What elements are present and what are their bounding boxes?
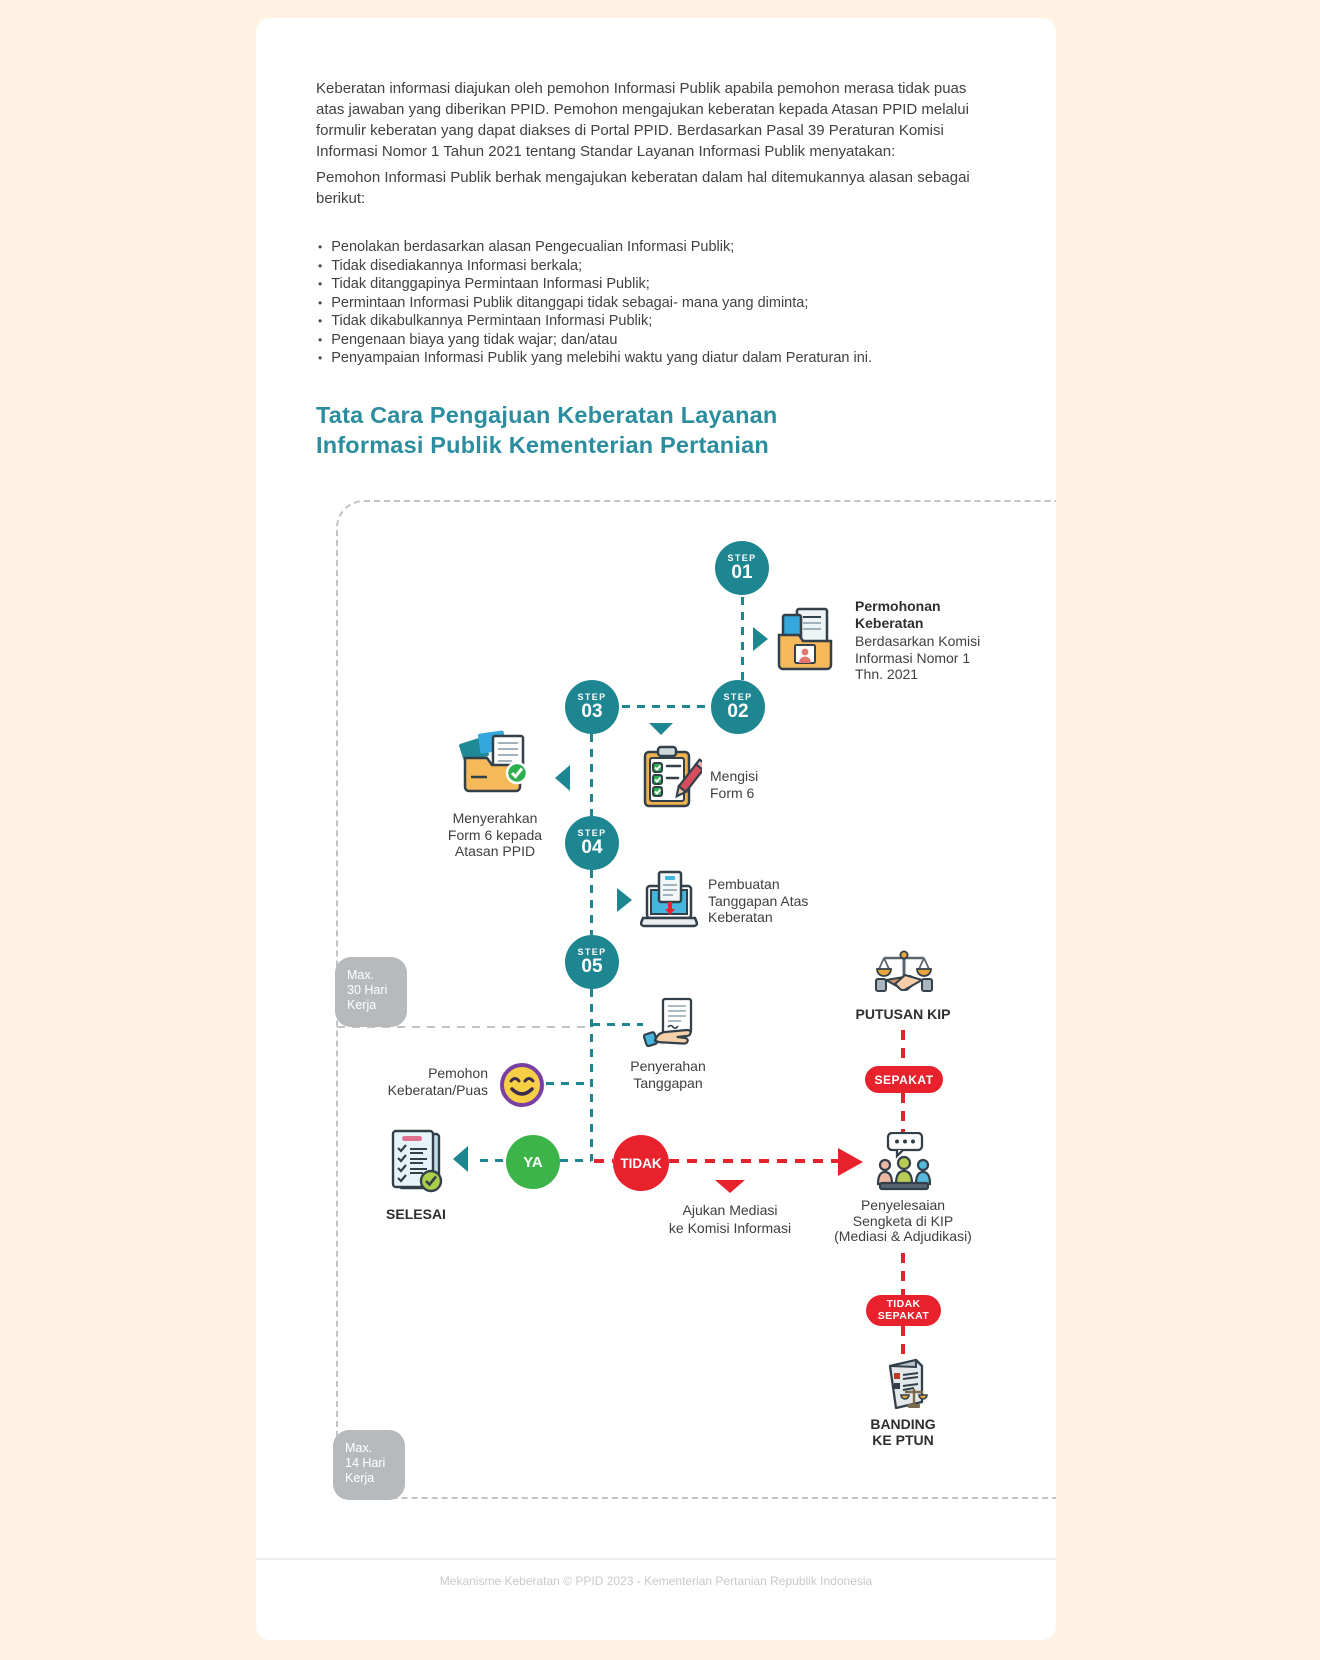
label-line: Keberatan [855, 614, 924, 631]
clipboard-checklist-pencil-icon [640, 745, 702, 809]
label-selesai: SELESAI [386, 1206, 446, 1222]
folder-user-document-icon [775, 607, 835, 671]
badge-line: Kerja [347, 998, 377, 1012]
label-menyerahkan [415, 810, 575, 860]
badge-line: 30 Hari [347, 983, 388, 997]
connector-step4-step5 [590, 870, 593, 935]
connector-ya-to-selesai [480, 1159, 506, 1162]
connector-tidaksepakat-banding [901, 1326, 905, 1358]
label-line: Menyerahkan [452, 810, 538, 826]
page-title-line2: Informasi Publik Kementerian Pertanian [316, 431, 769, 458]
badge-line: Max. [345, 1441, 373, 1455]
connector-to-penyerahan [592, 1023, 643, 1026]
step-word: STEP [727, 553, 757, 563]
intro-p1-line4: Informasi Nomor 1 Tahun 2021 tentang Standar Layanan Informasi Publik menyatakan: [316, 143, 896, 160]
duration-badge-30-days [335, 957, 407, 1027]
reason-item [316, 349, 996, 368]
connector-sengketa-tidaksepakat [901, 1253, 905, 1295]
arrow-right-pembuatan-icon [617, 888, 632, 912]
intro-p1-line3: formulir keberatan yang dapat diakses di Portal PPID. Berdasarkan Pasal 39 Peraturan Komisi [316, 122, 944, 139]
label-line: Pemohon [428, 1065, 488, 1081]
step-number: 01 [731, 562, 753, 583]
label-line: Atasan PPID [454, 843, 536, 859]
footer-credit: Mekanisme Keberatan © PPID 2023 - Kementerian Pertanian Republik Indonesia [439, 1574, 873, 1588]
reason-item [316, 331, 996, 350]
reason-item [316, 275, 996, 294]
label-banding [843, 1416, 963, 1448]
connector-putusan-sepakat [901, 1030, 905, 1066]
connector-sepakat-sengketa [901, 1093, 905, 1132]
step-word: STEP [577, 947, 607, 957]
connector-tidak-to-sengketa [669, 1159, 838, 1163]
meeting-discussion-icon [875, 1132, 933, 1193]
label-line: Penyerahan [630, 1058, 706, 1074]
arrow-right-step1-icon [753, 627, 768, 651]
page-title-line1: Tata Cara Pengajuan Keberatan Layanan [316, 402, 778, 428]
badge-line: Max. [347, 968, 375, 982]
label-pembuatan [708, 876, 848, 926]
reasons-list [316, 238, 996, 368]
connector-step5-decision [590, 989, 593, 1161]
reason-text: • Tidak disediakannya Informasi berkala; [331, 257, 583, 274]
label-permohonan [855, 598, 1015, 683]
intro-paragraph-1 [316, 78, 976, 162]
label-line: Thn. 2021 [855, 666, 919, 682]
decision-ya [506, 1135, 560, 1189]
intro-p1-line1: Keberatan informasi diajukan oleh pemohon Informasi Publik apabila pemohon merasa tidak puas [316, 80, 967, 97]
reason-text: • Permintaan Informasi Publik ditanggapi tidak sebagai- mana yang diminta; [331, 294, 809, 311]
label-line: (Mediasi & Adjudikasi) [834, 1228, 972, 1244]
document-scales-icon [878, 1358, 928, 1410]
label-pemohon [328, 1065, 488, 1098]
laptop-document-download-icon [640, 870, 698, 932]
step-word: STEP [577, 692, 607, 702]
arrow-left-menyerahkan-icon [555, 765, 570, 791]
connector-ya-right [560, 1159, 591, 1162]
step-03-circle [565, 680, 619, 734]
reason-item [316, 238, 996, 257]
connector-step3-step2 [622, 705, 710, 708]
connector-step1-step2 [741, 597, 744, 680]
arrow-right-sengketa-icon [838, 1148, 863, 1176]
label-putusan-kip: PUTUSAN KIP [855, 1006, 951, 1022]
tidak-sepakat-line: TIDAK [886, 1298, 921, 1310]
step-04-circle [565, 816, 619, 870]
connector-tidak-left [594, 1159, 613, 1163]
step-number: 04 [581, 837, 603, 858]
label-penyerahan [598, 1058, 738, 1091]
intro-paragraph-2 [316, 167, 976, 209]
badge-line: Kerja [345, 1471, 375, 1485]
arrow-left-selesai-icon [453, 1146, 468, 1172]
intro-p2-line2: berikut: [316, 190, 366, 207]
label-line: Pembuatan [708, 876, 780, 892]
label-line: Sengketa di KIP [852, 1212, 954, 1229]
badge-sepakat [865, 1066, 943, 1093]
step-02-circle [711, 680, 765, 734]
label-line: Permohonan [855, 598, 941, 614]
label-line: Ajukan Mediasi [682, 1202, 778, 1218]
label-line: BANDING [870, 1416, 936, 1432]
step-05-circle [565, 935, 619, 989]
tidak-sepakat-line: SEPAKAT [877, 1309, 930, 1322]
label-line: Keberatan [708, 909, 773, 925]
ya-text: YA [523, 1153, 543, 1171]
connector-step3-step4 [590, 734, 593, 816]
reason-text: • Tidak ditanggapinya Permintaan Informasi Publik; [331, 276, 650, 292]
arrow-down-mengisi-icon [649, 723, 673, 735]
smiley-face-icon [498, 1061, 546, 1109]
checklist-complete-icon [387, 1128, 445, 1194]
step-word: STEP [577, 828, 607, 838]
label-line: Tanggapan [633, 1074, 703, 1091]
scales-handshake-icon [875, 950, 933, 1002]
footer-divider [256, 1558, 1056, 1560]
label-penyelesaian [813, 1198, 993, 1245]
reason-text: • Penolakan berdasarkan alasan Pengecualian Informasi Publik; [331, 239, 735, 255]
label-mengisi [710, 768, 810, 801]
reason-item [316, 257, 996, 276]
reason-text: • Pengenaan biaya yang tidak wajar; dan/atau [331, 331, 618, 348]
step-01-circle [715, 541, 769, 595]
arrow-down-mediasi-icon [715, 1180, 745, 1193]
label-line: Mengisi [710, 768, 759, 784]
reason-item [316, 294, 996, 313]
tidak-text: TIDAK [620, 1155, 662, 1171]
step-word: STEP [723, 692, 753, 702]
label-line: Informasi Nomor 1 [855, 649, 971, 666]
reason-text: • Penyampaian Informasi Publik yang melebihi waktu yang diatur dalam Peraturan ini. [331, 350, 873, 366]
label-mediasi [645, 1201, 815, 1237]
page-title [316, 401, 777, 460]
hand-holding-document-icon [643, 997, 697, 1047]
step-number: 02 [727, 701, 749, 722]
label-line: ke Komisi Informasi [668, 1220, 792, 1236]
label-line: Form 6 [710, 784, 755, 801]
badge-line: 14 Hari [345, 1456, 386, 1470]
intro-p2-line1: Pemohon Informasi Publik berhak mengajukan keberatan dalam hal ditemukannya alasan sebagai [316, 169, 970, 186]
label-line: KE PTUN [872, 1432, 934, 1448]
content-card [256, 18, 1056, 1640]
duration-badge-14-days [333, 1430, 405, 1500]
decision-tidak [613, 1135, 669, 1191]
folder-documents-check-icon [457, 728, 533, 800]
connector-to-smiley [546, 1082, 591, 1085]
sepakat-text: SEPAKAT [874, 1072, 934, 1087]
label-line: Tanggapan Atas [708, 892, 809, 909]
badge-tidak-sepakat [866, 1295, 941, 1326]
intro-p1-line2: atas jawaban yang diberikan PPID. Pemohon mengajukan keberatan kepada Atasan PPID melalui [316, 101, 969, 118]
reason-text: • Tidak dikabulkannya Permintaan Informasi Publik; [331, 313, 653, 329]
step-number: 05 [581, 956, 603, 977]
reason-item [316, 312, 996, 331]
step-number: 03 [581, 701, 603, 722]
label-line: Form 6 kepada [447, 826, 543, 843]
label-line: Keberatan/Puas [387, 1081, 488, 1098]
label-line: Berdasarkan Komisi [855, 633, 981, 649]
label-line: Penyelesaian [860, 1197, 946, 1213]
